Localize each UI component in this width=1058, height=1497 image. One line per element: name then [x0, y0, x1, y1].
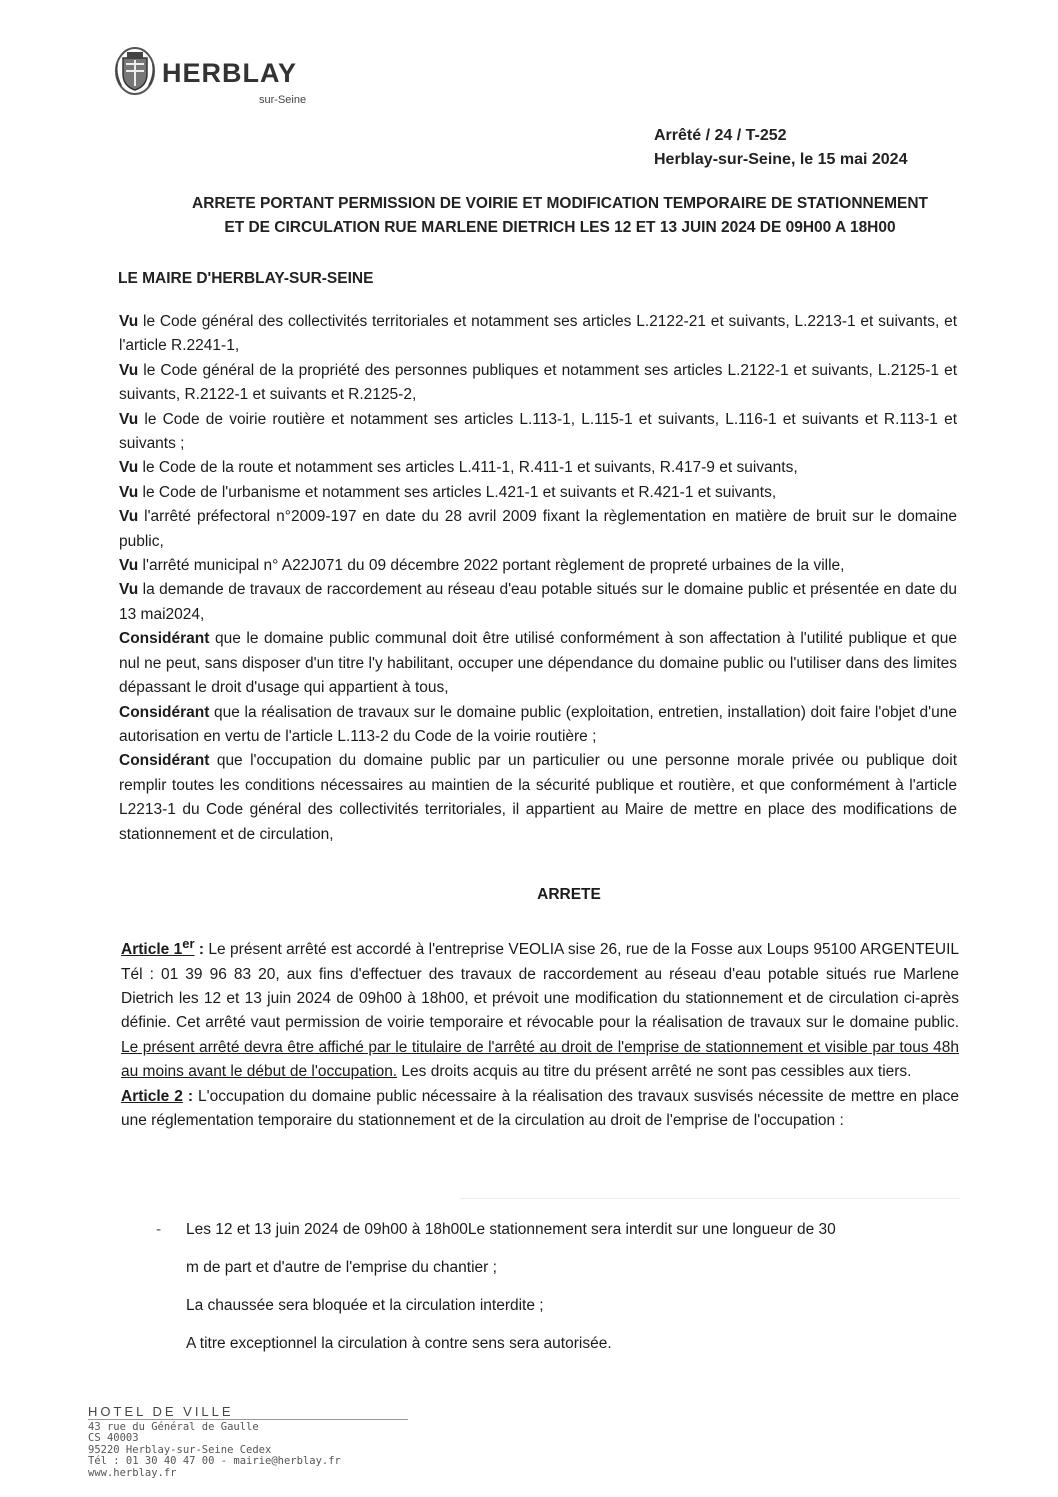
title-line-2: ET DE CIRCULATION RUE MARLENE DIETRICH LES 12 ET 13 JUIN 2024 DE 09H00 A 18H00 — [224, 219, 896, 236]
article-1-label: Article 1er — [121, 936, 195, 959]
consideration-item: Considérant que le domaine public communal doit être utilisé conformément à son affectation à l'utilité publique et que nul ne peut, sans disposer d'un titre l'y habilitant, occuper une dépendance du domaine public ou l'utiliser dans des limites dépassant le droit d'usage qui appartient à tous, — [119, 630, 957, 697]
article-2: Article 2 : L'occupation du domaine public nécessaire à la réalisation des travaux susvisés nécessite de mettre en place une réglementation temporaire du stationnement et de la circulation au droit de l'emprise de l'occupation : — [121, 1087, 960, 1129]
consideration-item: Vu l'arrêté municipal n° A22J071 du 09 décembre 2022 portant règlement de propreté urbaines de la ville, — [119, 557, 845, 575]
city-logo — [114, 44, 297, 96]
consideration-item: Vu la demande de travaux de raccordement au réseau d'eau potable situés sur le domaine public et présentée en date du 13 mai2024, — [119, 581, 957, 623]
list-item: A titre exceptionnel la circulation à contre sens sera autorisée. — [186, 1335, 612, 1352]
list-item: La chaussée sera bloquée et la circulation interdite ; — [186, 1297, 544, 1314]
articles-section — [121, 932, 959, 1133]
footer-contact: Tél : 01 30 40 47 00 - mairie@herblay.fr — [88, 1455, 341, 1467]
display-requirement: Le présent arrêté devra être affiché par le titulaire de l'arrêté au droit de l'emprise de stationnement et visible par tous 48h au moins avant le début de l'occupation. — [121, 1038, 959, 1081]
coat-of-arms-icon — [114, 44, 156, 96]
considerations-list — [119, 310, 957, 847]
footer-title: HOTEL DE VILLE — [88, 1406, 408, 1420]
list-item: - Les 12 et 13 juin 2024 de 09h00 à 18h00Le stationnement sera interdit sur une longueur de 30 — [156, 1218, 960, 1242]
consideration-item: Vu le Code général des collectivités territoriales et notamment ses articles L.2122-21 et suivants, L.2213-1 et suivants, et l'article R.2241-1, — [119, 313, 957, 355]
footer-line: CS 40003 — [88, 1432, 139, 1444]
decree-title — [100, 192, 1020, 240]
reference-block — [654, 124, 907, 172]
consideration-item: Vu l'arrêté préfectoral n°2009-197 en date du 28 avril 2009 fixant la règlementation en matière de bruit sur le domaine public, — [119, 508, 957, 550]
list-item-continuation: m de part et d'autre de l'emprise du chantier ; — [186, 1259, 497, 1276]
article-1: Article 1er : Le présent arrêté est accordé à l'entreprise VEOLIA sise 26, rue de la Fosse aux Loups 95100 ARGENTEUIL Tél : 01 39 96 83 20, aux fins d'effectuer des travaux de raccordement au réseau d'eau potable situés rue Marlene Dietrich les 12 et 13 juin 2024 de 09h00 à 18h00, et prévoit une modification du stationnement et de circulation ci-après définie. Cet arrêté vaut permission de voirie temporaire et révocable pour la réalisation de travaux sur le domaine public. Le présent arrêté devra être affiché par le titulaire de l'arrêté au droit de l'emprise de stationnement et visible par tous 48h au moins avant le début de l'occupation. Les droits acquis au titre du présent arrêté ne sont pas cessibles aux tiers. — [121, 936, 960, 1081]
consideration-item: Vu le Code général de la propriété des personnes publiques et notamment ses articles L.2122-1 et suivants, L.2125-1 et suivants, R.2122-1 et suivants et R.2125-2, — [119, 361, 957, 404]
consideration-item: Vu le Code de l'urbanisme et notamment ses articles L.421-1 et suivants et R.421-1 et suivants, — [119, 483, 777, 501]
consideration-item: Vu le Code de la route et notamment ses articles L.411-1, R.411-1 et suivants, R.417-9 et suivants, — [119, 459, 798, 477]
decree-number: Arrêté / 24 / T-252 — [654, 127, 787, 144]
footer-line: 95220 Herblay-sur-Seine Cedex — [88, 1443, 272, 1456]
footer-address — [88, 1406, 408, 1479]
footer-website: www.herblay.fr — [88, 1466, 177, 1479]
title-line-1: ARRETE PORTANT PERMISSION DE VOIRIE ET MODIFICATION TEMPORAIRE DE STATIONNEMENT — [192, 195, 928, 212]
article-2-label: Article 2 — [121, 1087, 183, 1105]
measures-list — [156, 1218, 960, 1356]
place-date: Herblay-sur-Seine, le 15 mai 2024 — [654, 151, 908, 168]
consideration-item: Vu le Code de voirie routière et notamment ses articles L.113-1, L.115-1 et suivants, L.116-1 et suivants et R.113-1 et suivants ; — [119, 410, 957, 453]
mayor-heading: LE MAIRE D'HERBLAY-SUR-SEINE — [118, 270, 374, 287]
consideration-item: Considérant que l'occupation du domaine public par un particulier ou une personne morale privée ou publique doit remplir toutes les conditions nécessaires au maintien de la sécurité publique et routière, et que conformément à l'article L2213-1 du Code général des collectivités territoriales, il appartient au Maire de mettre en place des modifications de stationnement et de circulation, — [119, 752, 957, 843]
decision-heading: ARRETE — [537, 886, 601, 903]
logo-subtitle: sur-Seine — [259, 94, 307, 106]
consideration-item: Considérant que la réalisation de travaux sur le domaine public (exploitation, entretien, installation) doit faire l'objet d'une autorisation en vertu de l'article L.113-2 du Code de la voirie routière ; — [119, 703, 957, 745]
bullet-dash: - — [156, 1221, 162, 1238]
divider — [460, 1198, 960, 1199]
logo-name: HERBLAY — [162, 58, 298, 88]
footer-line: 43 rue du Général de Gaulle — [88, 1420, 259, 1433]
